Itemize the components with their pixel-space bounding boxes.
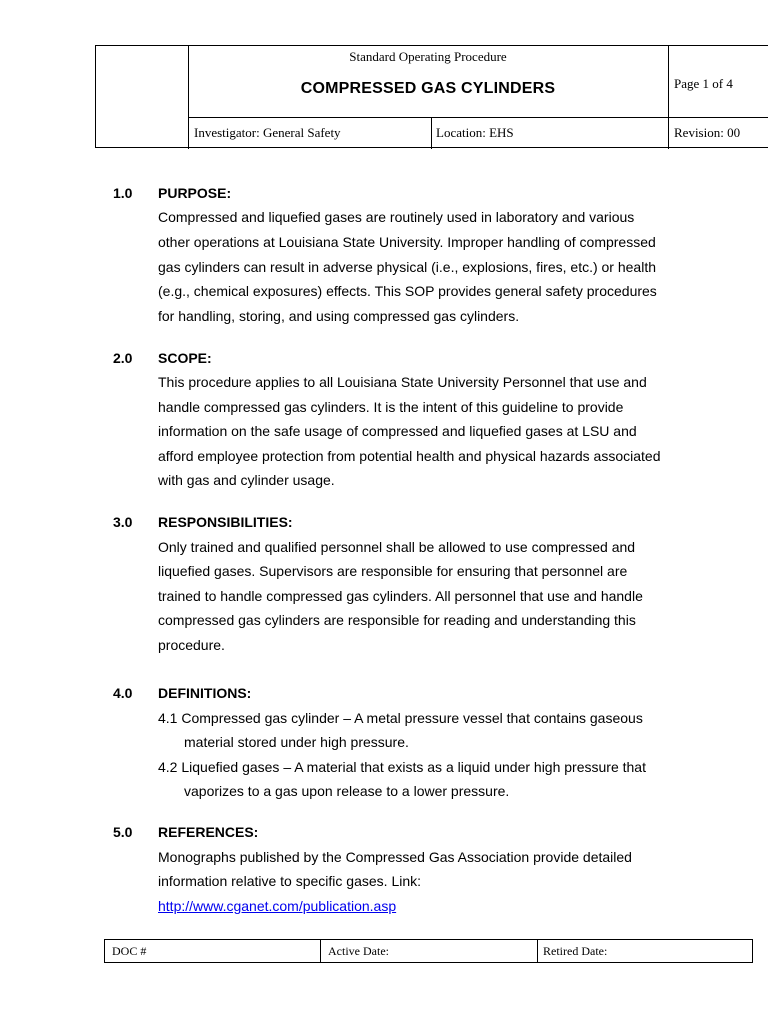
paragraph-line: information relative to specific gases. Link: [158, 873, 422, 889]
reference-link[interactable]: http://www.cganet.com/publication.asp [158, 898, 397, 914]
paragraph-line: Only trained and qualified personnel shall be allowed to use compressed and [158, 539, 636, 555]
retired-date-cell: Retired Date: [543, 944, 608, 958]
paragraph-line: afford employee protection from potential health and physical hazards associated [158, 448, 661, 464]
header-table [95, 45, 768, 148]
section-number: 3.0 [113, 514, 133, 530]
definition-item: 4.1 Compressed gas cylinder – A metal pressure vessel that contains gaseous [158, 710, 643, 726]
section-heading: PURPOSE: [158, 185, 232, 201]
paragraph-line: procedure. [158, 637, 225, 653]
header-divider [431, 117, 432, 149]
header-divider [188, 117, 768, 118]
section-heading: DEFINITIONS: [158, 685, 252, 701]
document-title: COMPRESSED GAS CYLINDERS [300, 80, 556, 97]
doc-number-cell: DOC # [112, 944, 147, 958]
section-number: 1.0 [113, 185, 133, 201]
paragraph-line: with gas and cylinder usage. [158, 472, 335, 488]
paragraph-line: This procedure applies to all Louisiana State University Personnel that use and [158, 374, 647, 390]
section-heading: SCOPE: [158, 350, 212, 366]
active-date-cell: Active Date: [328, 944, 389, 958]
paragraph-line: other operations at Louisiana State University. Improper handling of compressed [158, 234, 656, 250]
section-heading: RESPONSIBILITIES: [158, 514, 293, 530]
footer-divider [320, 940, 321, 962]
paragraph-line: Monographs published by the Compressed Gas Association provide detailed [158, 849, 632, 865]
definition-item: 4.2 Liquefied gases – A material that exists as a liquid under high pressure that [158, 759, 646, 775]
revision-cell: Revision: 00 [674, 125, 741, 140]
paragraph-line: for handling, storing, and using compressed gas cylinders. [158, 308, 520, 324]
location-cell: Location: EHS [436, 125, 514, 140]
paragraph-line: compressed gas cylinders are responsible for reading and understanding this [158, 612, 636, 628]
definition-continuation: material stored under high pressure. [184, 734, 409, 750]
footer-divider [537, 940, 538, 962]
footer-table [104, 939, 753, 963]
section-number: 4.0 [113, 685, 133, 701]
paragraph-line: gas cylinders can result in adverse physical (i.e., explosions, fires, etc.) or health [158, 259, 657, 275]
investigator-cell: Investigator: General Safety [194, 125, 341, 140]
section-heading: REFERENCES: [158, 824, 259, 840]
paragraph-line: Compressed and liquefied gases are routinely used in laboratory and various [158, 209, 635, 225]
section-number: 5.0 [113, 824, 133, 840]
paragraph-line: handle compressed gas cylinders. It is the intent of this guideline to provide [158, 399, 624, 415]
sop-label: Standard Operating Procedure [349, 49, 507, 64]
header-divider [668, 46, 669, 149]
page-number: Page 1 of 4 [674, 76, 733, 91]
paragraph-line: information on the safe usage of compressed and liquefied gases at LSU and [158, 423, 637, 439]
section-number: 2.0 [113, 350, 133, 366]
paragraph-line: (e.g., chemical exposures) effects. This SOP provides general safety procedures [158, 283, 657, 299]
paragraph-line: trained to handle compressed gas cylinders. All personnel that use and handle [158, 588, 643, 604]
definition-continuation: vaporizes to a gas upon release to a lower pressure. [184, 783, 510, 799]
paragraph-line: liquefied gases. Supervisors are responsible for ensuring that personnel are [158, 563, 628, 579]
